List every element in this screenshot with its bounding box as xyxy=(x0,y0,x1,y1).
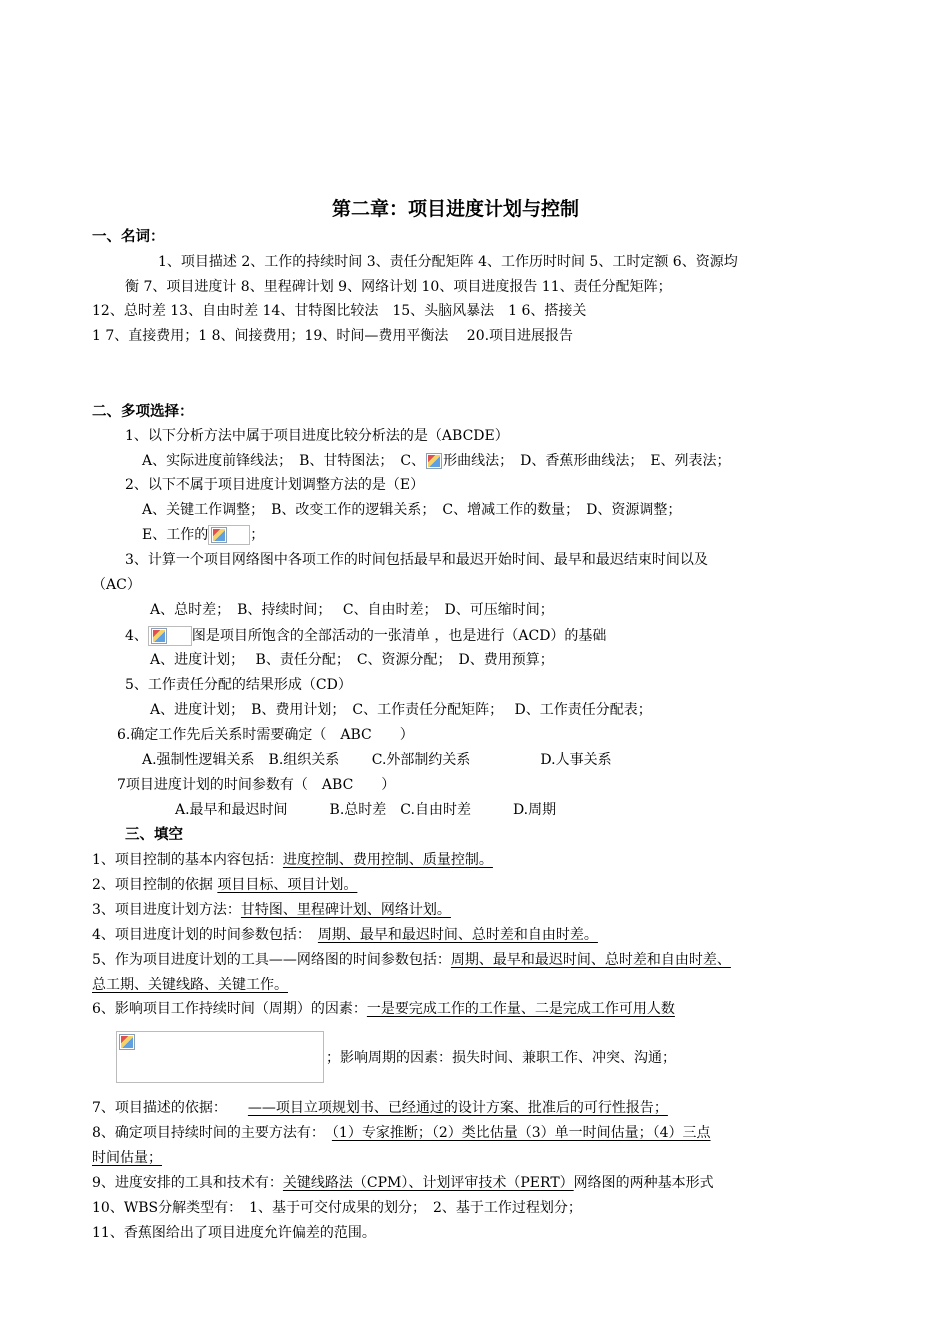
fill-5-label: 5、作为项目进度计划的工具——网络图的时间参数包括： xyxy=(92,952,451,968)
fill-8-answer-1: （1）专家推断；（2）类比估量（3）单一时间估量；（4）三点 xyxy=(331,1125,711,1141)
fill-4-label: 4、项目进度计划的时间参数包括： xyxy=(92,927,318,943)
fill-4 xyxy=(92,926,598,944)
terms-line-4: 1 7、直接费用；1 8、间接费用；19、时间—费用平衡法 20.项目进展报告 xyxy=(92,328,574,344)
fill-2-label: 2、项目控制的依据 xyxy=(92,877,218,893)
fill-6-continuation: ；影响周期的因素：损失时间、兼职工作、冲突、沟通； xyxy=(326,1050,676,1066)
fill-6 xyxy=(92,1000,675,1018)
fill-10: 10、WBS分解类型有： 1、基于可交付成果的划分； 2、基于工作过程划分； xyxy=(92,1200,582,1216)
fill-8-answer-2: 时间估量； xyxy=(92,1150,162,1166)
fill-3-label: 3、项目进度计划方法： xyxy=(92,902,241,918)
image-placeholder xyxy=(148,626,192,646)
mc-q1: 1、以下分析方法中属于项目进度比较分析法的是（ABCDE） xyxy=(125,428,509,444)
fill-7-answer: ——项目立项规划书、已经通过的设计方案、批准后的可行性报告； xyxy=(247,1100,668,1116)
mc-q6-options: A.强制性逻辑关系 B.组织关系 C.外部制约关系 D.人事关系 xyxy=(142,752,612,768)
mc-q3-options: A、总时差； B、持续时间； C、自由时差； D、可压缩时间； xyxy=(150,602,554,618)
terms-line-2: 衡 7、项目进度计 8、里程碑计划 9、网络计划 10、项目进度报告 11、责任分配矩阵； xyxy=(125,279,672,295)
mc-q2-option-e-a: E、工作的 xyxy=(142,527,209,543)
mc-q4-options: A、进度计划； B、责任分配； C、资源分配； D、费用预算； xyxy=(150,652,554,668)
broken-image-icon xyxy=(426,453,442,469)
mc-q5: 5、工作责任分配的结果形成（CD） xyxy=(125,677,352,693)
fill-7-label: 7、项目描述的依据： xyxy=(92,1100,248,1116)
broken-image-icon xyxy=(151,628,167,644)
mc-q2-option-e xyxy=(142,525,264,545)
mc-q7-options: A.最早和最迟时间 B.总时差 C.自由时差 D.周期 xyxy=(175,802,557,818)
image-placeholder xyxy=(208,525,250,545)
fill-2-answer: 项目目标、项目计划。 xyxy=(217,877,358,893)
fill-9-answer: 关键线路法（CPM）、计划评审技术（PERT） xyxy=(282,1175,574,1191)
fill-4-answer: 周期、最早和最迟时间、总时差和自由时差。 xyxy=(317,927,598,943)
fill-9-label: 9、进度安排的工具和技术有： xyxy=(92,1175,283,1191)
fill-8 xyxy=(92,1124,711,1142)
mc-q3-line2: （AC） xyxy=(92,577,141,593)
fill-5-answer-2: 总工期、关键线路、关键工作。 xyxy=(92,977,288,993)
fill-7 xyxy=(92,1099,668,1117)
fill-1-answer: 进度控制、费用控制、质量控制。 xyxy=(282,852,493,868)
mc-q2: 2、以下不属于项目进度计划调整方法的是（E） xyxy=(125,477,425,493)
mc-q1-options-b: 形曲线法； D、香蕉形曲线法； E、列表法； xyxy=(443,453,731,469)
fill-5 xyxy=(92,951,731,969)
terms-line-3: 12、总时差 13、自由时差 14、甘特图比较法 15、头脑风暴法 1 6、搭接关 xyxy=(92,303,587,319)
mc-q2-options: A、关键工作调整； B、改变工作的逻辑关系； C、增减工作的数量； D、资源调整； xyxy=(142,502,682,518)
broken-image-icon xyxy=(211,527,227,543)
fill-9 xyxy=(92,1174,714,1192)
mc-q2-option-e-b: ； xyxy=(250,527,265,543)
page-title: 第二章：项目进度计划与控制 xyxy=(332,198,580,220)
mc-q6: 6.确定工作先后关系时需要确定（ ABC ） xyxy=(117,727,414,743)
section-terms: 一、名词： xyxy=(92,229,165,245)
mc-q1-options xyxy=(142,452,731,470)
fill-8-label: 8、确定项目持续时间的主要方法有： xyxy=(92,1125,332,1141)
section-multiple-choice: 二、多项选择： xyxy=(92,404,194,420)
section-fill-blank: 三、填空 xyxy=(125,827,183,843)
terms-line-1: 1、项目描述 2、工作的持续时间 3、责任分配矩阵 4、工作历时时间 5、工时定额 6、资源均 xyxy=(158,254,738,270)
fill-1 xyxy=(92,851,493,869)
fill-5-answer-1: 周期、最早和最迟时间、总时差和自由时差、 xyxy=(450,952,731,968)
fill-6-answer: 一是要完成工作的工作量、二是完成工作可用人数 xyxy=(366,1001,675,1017)
broken-image-icon xyxy=(119,1034,135,1050)
mc-q1-options-a: A、实际进度前锋线法； B、甘特图法； C、 xyxy=(142,453,426,469)
mc-q5-options: A、进度计划； B、费用计划； C、工作责任分配矩阵； D、工作责任分配表； xyxy=(150,702,652,718)
fill-3-answer: 甘特图、里程碑计划、网络计划。 xyxy=(240,902,451,918)
fill-1-label: 1、项目控制的基本内容包括： xyxy=(92,852,283,868)
mc-q4 xyxy=(125,626,606,646)
fill-9-tail: 网络图的两种基本形式 xyxy=(573,1175,714,1191)
mc-q4-a: 4、 xyxy=(125,628,148,644)
fill-3 xyxy=(92,901,451,919)
mc-q3-line1: 3、计算一个项目网络图中各项工作的时间包括最早和最迟开始时间、最早和最迟结束时间以及 xyxy=(125,552,708,568)
fill-2 xyxy=(92,876,357,894)
mc-q7: 7项目进度计划的时间参数有（ ABC ） xyxy=(117,777,396,793)
fill-6-label: 6、影响项目工作持续时间（周期）的因素： xyxy=(92,1001,367,1017)
image-placeholder-large xyxy=(116,1031,324,1083)
mc-q4-b: 图是项目所饱含的全部活动的一张清单 ，也是进行（ACD）的基础 xyxy=(191,628,607,644)
fill-11: 11、香蕉图给出了项目进度允许偏差的范围。 xyxy=(92,1225,376,1241)
